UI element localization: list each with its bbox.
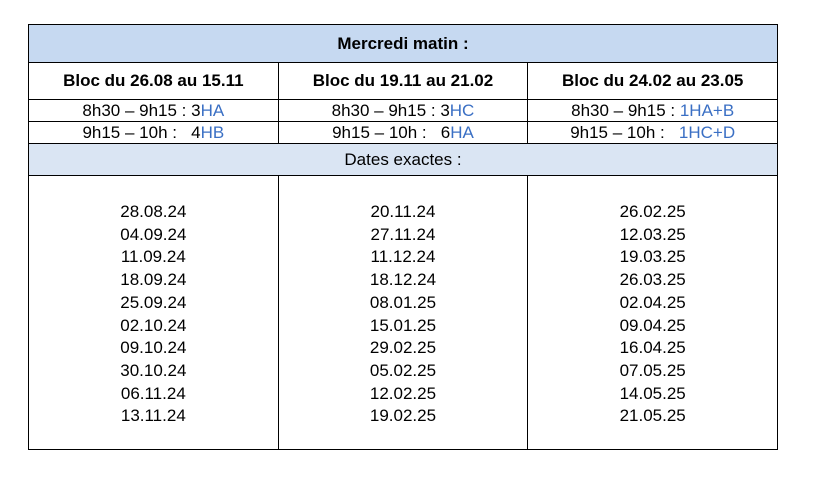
slot-time: 8h30 – 9h15 : [571,101,680,120]
date-item: 12.02.25 [369,383,437,403]
table-title: Mercredi matin : [29,25,778,63]
date-item: 21.05.25 [619,406,686,426]
date-item: 06.11.24 [120,383,186,403]
date-item: 14.05.25 [619,383,686,403]
slot-time: 8h30 – 9h15 : 3 [331,101,450,120]
date-item: 02.04.25 [619,292,686,312]
date-list [29,176,278,428]
date-item: 12.03.25 [619,224,686,244]
bloc-1-dates [29,176,279,450]
date-item: 13.11.24 [120,406,186,426]
bloc-2-dates [278,176,528,450]
bloc-2-slot-2 [278,122,528,144]
slot-time: 8h30 – 9h15 : 3 [82,101,201,120]
date-item: 02.10.24 [120,315,187,335]
date-item: 19.03.25 [619,247,686,267]
date-item: 07.05.25 [619,360,686,380]
date-item: 25.09.24 [120,292,187,312]
slot-time: 9h15 – 10h : 6 [332,123,451,142]
bloc-2-header: Bloc du 19.11 au 21.02 [278,63,528,100]
bloc-1-header: Bloc du 26.08 au 15.11 [29,63,279,100]
date-item: 26.03.25 [619,270,686,290]
bloc-1-slot-2 [29,122,279,144]
bloc-2-slot-1 [278,100,528,122]
date-item: 16.04.25 [619,338,686,358]
schedule-table [28,24,778,450]
date-item: 18.12.24 [369,270,437,290]
bloc-3-header: Bloc du 24.02 au 23.05 [528,63,778,100]
date-item: 09.04.25 [619,315,686,335]
slot-class: 1HA+B [679,101,735,120]
date-item: 15.01.25 [369,315,437,335]
bloc-3-slot-1 [528,100,778,122]
date-item: 20.11.24 [370,202,436,221]
date-item: 05.02.25 [369,360,437,380]
date-item: 26.02.25 [619,202,686,221]
slot-time: 9h15 – 10h : [570,123,679,142]
date-item: 08.01.25 [369,292,437,312]
date-item: 09.10.24 [120,338,187,358]
slot-class: 1HC+D [678,123,736,142]
date-item: 18.09.24 [120,270,187,290]
date-item: 11.12.24 [370,247,436,267]
slot-class: HA [200,101,225,120]
date-item: 19.02.25 [369,406,437,426]
date-item: 11.09.24 [120,247,186,267]
date-item: 29.02.25 [369,338,437,358]
slot-class: HC [449,101,475,120]
date-item: 28.08.24 [120,202,187,221]
dates-header: Dates exactes : [29,144,778,176]
date-item: 04.09.24 [120,224,187,244]
bloc-3-slot-2 [528,122,778,144]
slot-class: HA [450,123,474,142]
bloc-3-dates [528,176,778,450]
slot-time: 9h15 – 10h : 4 [82,123,201,142]
date-list [279,176,528,428]
date-item: 27.11.24 [370,224,436,244]
date-item: 30.10.24 [120,360,187,380]
bloc-1-slot-1 [29,100,279,122]
slot-class: HB [200,123,225,142]
date-list [528,176,777,428]
